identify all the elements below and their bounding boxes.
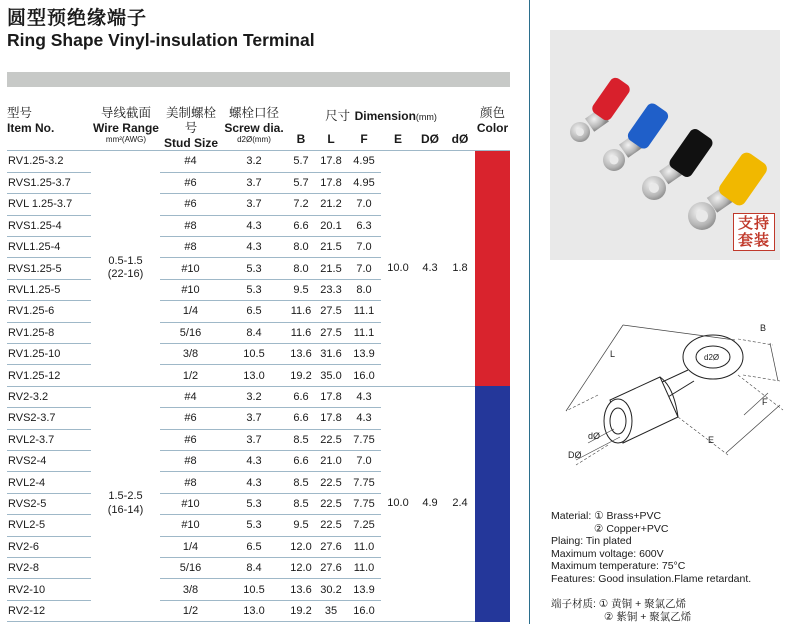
wire-range-awg: (16-14) — [107, 503, 144, 516]
dim-d-inner-cell: 2.4 — [445, 386, 475, 621]
dim-l-cell: 17.8 — [315, 151, 347, 172]
stud-size-cell: 3/8 — [160, 579, 221, 600]
stud-size-cell: #10 — [160, 515, 221, 536]
dim-b-cell: 11.6 — [287, 322, 315, 343]
dim-b-cell: 12.0 — [287, 536, 315, 557]
dim-f-cell: 8.0 — [347, 279, 381, 300]
dim-f-cell: 16.0 — [347, 600, 381, 621]
label-d-inner: dØ — [588, 431, 601, 441]
stud-size-cell: #8 — [160, 472, 221, 493]
dim-l-cell: 21.5 — [315, 237, 347, 258]
screw-dia-cell: 4.3 — [221, 472, 287, 493]
item-number-cell: RV2-12 — [7, 600, 91, 621]
dim-b-cell: 9.5 — [287, 279, 315, 300]
header-stud-cn: 美制螺栓号 — [165, 106, 216, 135]
wire-range-mm: 0.5-1.5 — [108, 254, 143, 267]
dim-l-cell: 21.2 — [315, 194, 347, 215]
dim-b-cell: 7.2 — [287, 194, 315, 215]
material-2: ② Copper+PVC — [594, 522, 669, 535]
stud-size-cell: #10 — [160, 279, 221, 300]
dim-line-b — [770, 343, 778, 381]
dim-l-cell: 20.1 — [315, 215, 347, 236]
dim-f-cell: 4.3 — [347, 408, 381, 429]
screw-dia-cell: 3.7 — [221, 429, 287, 450]
wire-range-cell — [91, 386, 160, 621]
stud-size-cell: #10 — [160, 258, 221, 279]
item-number-cell: RV2-10 — [7, 579, 91, 600]
features-text: Features: Good insulation.Flame retardant. — [551, 572, 752, 585]
screw-dia-cell: 6.5 — [221, 301, 287, 322]
stud-size-cell: 5/16 — [160, 557, 221, 578]
dim-l-cell: 17.8 — [315, 408, 347, 429]
header-screw-unit: d2Ø(mm) — [237, 135, 271, 145]
screw-dia-cell: 5.3 — [221, 515, 287, 536]
cn-material-2: ② 紫铜 + 聚氯乙烯 — [604, 611, 692, 623]
item-number-cell: RVS1.25-4 — [7, 215, 91, 236]
dim-b-cell: 19.2 — [287, 600, 315, 621]
dim-l-cell: 27.6 — [315, 536, 347, 557]
dim-line-e — [726, 405, 780, 453]
product-photo — [550, 30, 780, 260]
header-dimension-en: Dimension — [354, 109, 416, 123]
stud-size-cell: #6 — [160, 194, 221, 215]
item-number-cell: RV2-3.2 — [7, 386, 91, 407]
stud-size-cell: 5/16 — [160, 322, 221, 343]
screw-dia-cell: 3.7 — [221, 194, 287, 215]
header-item — [7, 106, 54, 135]
header-stud-en: Stud Size — [163, 136, 218, 150]
dim-l-cell: 27.5 — [315, 322, 347, 343]
dim-l-cell: 23.3 — [315, 279, 347, 300]
header-color-en: Color — [476, 121, 509, 135]
dim-d-outer-cell: 4.9 — [415, 386, 445, 621]
screw-dia-cell: 13.0 — [221, 600, 287, 621]
screw-dia-cell: 5.3 — [221, 493, 287, 514]
barrel-opening-outer — [604, 399, 632, 443]
item-number-cell: RV1.25-3.2 — [7, 151, 91, 172]
header-item-en: Item No. — [7, 121, 55, 135]
table-row — [7, 151, 510, 172]
material-1: ① Brass+PVC — [594, 510, 662, 522]
dim-l-cell: 21.5 — [315, 258, 347, 279]
dim-b-cell: 13.6 — [287, 344, 315, 365]
stud-size-cell: #6 — [160, 408, 221, 429]
header-wire-unit: mm²(AWG) — [105, 135, 147, 145]
dim-l-cell: 27.6 — [315, 557, 347, 578]
title-chinese: 圆型预绝缘端子 — [7, 8, 148, 29]
stud-size-cell: #6 — [160, 429, 221, 450]
dim-b-cell: 6.6 — [287, 408, 315, 429]
wire-range-mm: 1.5-2.5 — [108, 490, 143, 503]
screw-dia-cell: 13.0 — [221, 365, 287, 386]
plating-text: Plaing: Tin plated — [551, 535, 632, 547]
stud-size-cell: #8 — [160, 450, 221, 471]
label-b: B — [760, 323, 767, 333]
dim-f-cell: 4.95 — [347, 151, 381, 172]
stud-size-cell: 1/4 — [160, 536, 221, 557]
item-number-cell: RVL2-4 — [7, 472, 91, 493]
dim-f-cell: 16.0 — [347, 365, 381, 386]
column-divider-line — [529, 0, 530, 624]
stud-size-cell: #8 — [160, 237, 221, 258]
dim-f-cell: 6.3 — [347, 215, 381, 236]
item-number-cell: RVL1.25-5 — [7, 279, 91, 300]
dim-f-cell: 11.1 — [347, 322, 381, 343]
title-english: Ring Shape Vinyl-insulation Terminal — [7, 30, 315, 50]
dim-f-cell: 13.9 — [347, 344, 381, 365]
header-color — [475, 106, 510, 135]
wire-range-awg: (22-16) — [107, 268, 144, 281]
item-number-cell: RVS2-5 — [7, 493, 91, 514]
header-gray-bar — [7, 72, 510, 87]
item-number-cell: RV1.25-8 — [7, 322, 91, 343]
dim-f-cell: 7.0 — [347, 258, 381, 279]
item-number-cell: RVL1.25-4 — [7, 237, 91, 258]
kit-support-stamp — [733, 213, 775, 251]
header-d-outer: DØ — [421, 132, 439, 146]
dim-b-cell: 5.7 — [287, 151, 315, 172]
dim-f-cell: 7.75 — [347, 493, 381, 514]
header-wire — [91, 106, 161, 145]
dim-b-cell: 8.5 — [287, 429, 315, 450]
dim-l-cell: 27.5 — [315, 301, 347, 322]
dim-d-outer-cell: 4.3 — [415, 151, 445, 386]
item-number-cell: RVS1.25-5 — [7, 258, 91, 279]
header-l: L — [327, 132, 335, 146]
label-e: E — [708, 435, 715, 445]
header-f: F — [360, 132, 368, 146]
stud-size-cell: 1/4 — [160, 301, 221, 322]
header-d-inner: dØ — [451, 132, 469, 146]
wire-range-cell — [91, 151, 160, 386]
label-d-outer: DØ — [568, 450, 582, 460]
dim-b-cell: 9.5 — [287, 515, 315, 536]
label-d2: d2Ø — [704, 353, 720, 362]
screw-dia-cell: 10.5 — [221, 344, 287, 365]
screw-dia-cell: 3.7 — [221, 172, 287, 193]
item-number-cell: RV1.25-10 — [7, 344, 91, 365]
stud-size-cell: #6 — [160, 172, 221, 193]
dim-b-cell: 8.0 — [287, 237, 315, 258]
item-number-cell: RVS1.25-3.7 — [7, 172, 91, 193]
dim-e-cell: 10.0 — [381, 151, 415, 386]
spec-table — [7, 151, 510, 622]
item-number-cell: RV2-6 — [7, 536, 91, 557]
item-number-cell: RVL2-3.7 — [7, 429, 91, 450]
stud-size-cell: 1/2 — [160, 365, 221, 386]
dim-b-cell: 12.0 — [287, 557, 315, 578]
stud-size-cell: #4 — [160, 386, 221, 407]
screw-dia-cell: 10.5 — [221, 579, 287, 600]
header-dimension-unit: (mm) — [415, 112, 437, 122]
dim-f-cell: 7.75 — [347, 472, 381, 493]
stud-size-cell: #4 — [160, 151, 221, 172]
dim-l-cell: 22.5 — [315, 493, 347, 514]
dim-f-cell: 4.3 — [347, 386, 381, 407]
dim-l-cell: 35.0 — [315, 365, 347, 386]
screw-dia-cell: 5.3 — [221, 258, 287, 279]
item-number-cell: RV2-8 — [7, 557, 91, 578]
header-wire-cn: 导线截面 — [100, 106, 151, 120]
table-row — [7, 386, 510, 407]
screw-dia-cell: 3.2 — [221, 151, 287, 172]
screw-dia-cell: 3.2 — [221, 386, 287, 407]
header-b: B — [296, 132, 306, 146]
item-number-cell: RV1.25-6 — [7, 301, 91, 322]
label-f: F — [762, 397, 768, 407]
screw-dia-cell: 8.4 — [221, 557, 287, 578]
dim-l-cell: 35 — [315, 600, 347, 621]
chinese-material — [551, 598, 691, 624]
header-screw-cn: 螺栓口径 — [228, 106, 279, 120]
stud-size-cell: 1/2 — [160, 600, 221, 621]
header-wire-en: Wire Range — [93, 121, 159, 135]
header-screw — [221, 106, 287, 145]
dim-b-cell: 8.5 — [287, 472, 315, 493]
header-dimension-cn: 尺寸 — [325, 109, 351, 123]
cn-material-1: ① 黄铜 + 聚氯乙烯 — [598, 598, 687, 610]
dim-f-cell: 7.25 — [347, 515, 381, 536]
header-stud — [160, 106, 222, 150]
dim-b-cell: 19.2 — [287, 365, 315, 386]
item-number-cell: RV1.25-12 — [7, 365, 91, 386]
label-l: L — [610, 349, 616, 359]
item-number-cell: RVS2-3.7 — [7, 408, 91, 429]
stud-size-cell: 3/8 — [160, 344, 221, 365]
screw-dia-cell: 4.3 — [221, 215, 287, 236]
item-number-cell: RVL 1.25-3.7 — [7, 194, 91, 215]
dim-b-cell: 5.7 — [287, 172, 315, 193]
screw-dia-cell: 4.3 — [221, 237, 287, 258]
dim-l-cell: 17.8 — [315, 386, 347, 407]
stamp-line-1: 支持 — [737, 215, 770, 232]
dim-b-cell: 8.0 — [287, 258, 315, 279]
screw-dia-cell: 6.5 — [221, 536, 287, 557]
dim-f-cell: 7.0 — [347, 237, 381, 258]
screw-dia-cell: 5.3 — [221, 279, 287, 300]
dim-f-cell: 7.75 — [347, 429, 381, 450]
dim-b-cell: 6.6 — [287, 215, 315, 236]
dim-l-cell: 30.2 — [315, 579, 347, 600]
dim-b-cell: 8.5 — [287, 493, 315, 514]
dim-f-cell: 11.0 — [347, 557, 381, 578]
dim-d-inner-cell: 1.8 — [445, 151, 475, 386]
dimension-diagram — [548, 315, 793, 475]
color-swatch-cell — [475, 151, 510, 386]
header-color-cn: 颜色 — [479, 106, 505, 120]
dim-b-cell: 6.6 — [287, 450, 315, 471]
dim-b-cell: 13.6 — [287, 579, 315, 600]
material-specs — [551, 510, 751, 585]
item-number-cell: RVS2-4 — [7, 450, 91, 471]
screw-dia-cell: 4.3 — [221, 450, 287, 471]
material-label: Material: — [551, 510, 592, 522]
dim-f-cell: 7.0 — [347, 450, 381, 471]
dim-f-cell: 11.1 — [347, 301, 381, 322]
temperature-text: Maximum temperature: 75°C — [551, 560, 686, 572]
screw-dia-cell: 3.7 — [221, 408, 287, 429]
dim-b-cell: 6.6 — [287, 386, 315, 407]
dim-l-cell: 22.5 — [315, 472, 347, 493]
dim-l-cell: 17.8 — [315, 172, 347, 193]
dim-l-cell: 22.5 — [315, 429, 347, 450]
dim-l-cell: 22.5 — [315, 515, 347, 536]
dim-f-cell: 4.95 — [347, 172, 381, 193]
stud-size-cell: #10 — [160, 493, 221, 514]
red-terminal — [570, 75, 632, 142]
dim-l-cell: 21.0 — [315, 450, 347, 471]
header-item-cn: 型号 — [7, 106, 33, 120]
stamp-line-2: 套装 — [737, 232, 770, 249]
dim-b-cell: 11.6 — [287, 301, 315, 322]
dim-l-cell: 31.6 — [315, 344, 347, 365]
dim-e-cell: 10.0 — [381, 386, 415, 621]
header-dimension — [287, 106, 475, 125]
color-swatch-cell — [475, 386, 510, 621]
dim-f-cell: 7.0 — [347, 194, 381, 215]
voltage-text: Maximum voltage: 600V — [551, 547, 664, 560]
stud-size-cell: #8 — [160, 215, 221, 236]
dim-f-cell: 13.9 — [347, 579, 381, 600]
dim-f-cell: 11.0 — [347, 536, 381, 557]
dim-line-l-top — [623, 325, 735, 340]
header-e: E — [393, 132, 402, 146]
screw-dia-cell: 8.4 — [221, 322, 287, 343]
header-screw-en: Screw dia. — [224, 121, 284, 135]
cn-material-label: 端子材质: — [551, 598, 596, 610]
item-number-cell: RVL2-5 — [7, 515, 91, 536]
